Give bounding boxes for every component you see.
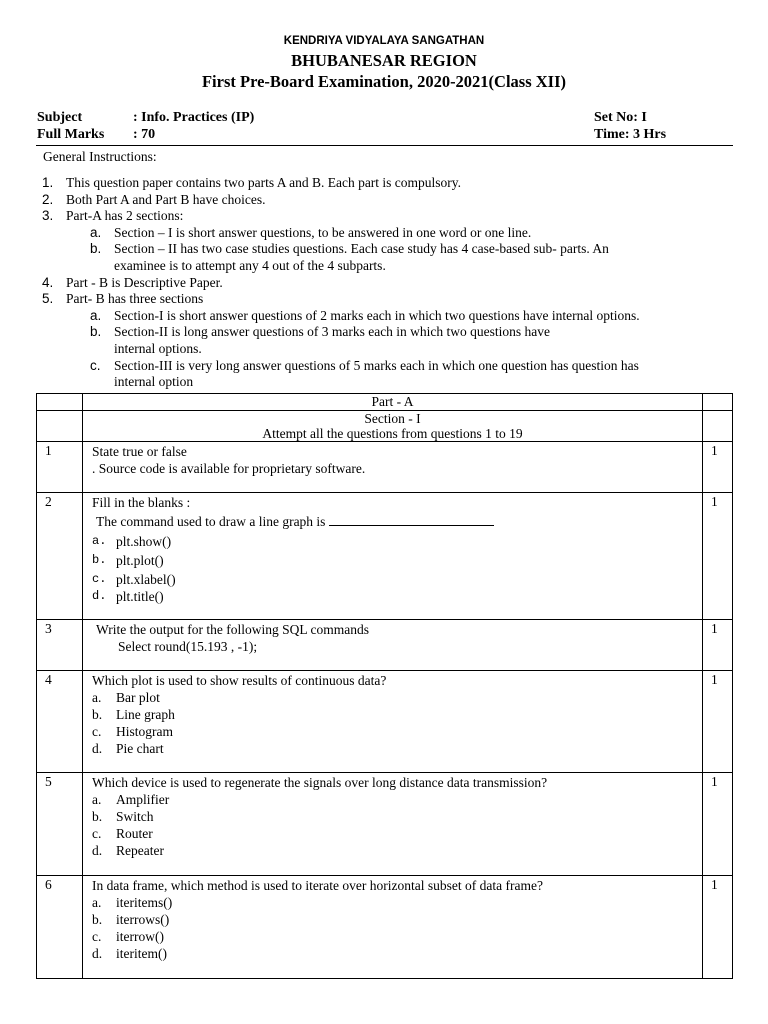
question-stem: Which plot is used to show results of continuous data? <box>92 673 387 688</box>
instruction-subitem-continuation: internal option <box>114 374 194 390</box>
option: c. iterrow() <box>92 929 164 944</box>
subject-value: : Info. Practices (IP) <box>133 110 255 125</box>
general-instructions-title: General Instructions: <box>43 149 157 164</box>
part-heading: Part - A <box>83 394 703 411</box>
full-marks-label: Full Marks <box>37 127 105 142</box>
instructions-list <box>42 175 742 391</box>
question-marks: 1 <box>703 493 733 620</box>
option: a. Amplifier <box>92 792 170 807</box>
instruction-subitem-continuation: examinee is to attempt any 4 out of the 4 subparts. <box>114 257 386 273</box>
question-marks: 1 <box>703 671 733 773</box>
sql-command: Select round(15.193 , -1); <box>118 639 258 654</box>
question-number: 5 <box>37 773 83 876</box>
option: c. Router <box>92 826 153 841</box>
question-body <box>83 442 703 493</box>
question-number: 3 <box>37 620 83 671</box>
set-number: Set No: I <box>594 110 647 125</box>
table-row <box>37 493 733 620</box>
instruction-subitem: b. Section-II is long answer questions of 3 marks each in which two questions have <box>90 324 551 340</box>
question-body <box>83 671 703 773</box>
instruction-subitem: a. Section-I is short answer questions of 2 marks each in which two questions have internal options. <box>90 307 640 323</box>
question-stem: Fill in the blanks : <box>92 495 191 510</box>
question-marks: 1 <box>703 620 733 671</box>
option: a. Bar plot <box>92 690 160 705</box>
instruction-subitem-continuation: internal options. <box>114 340 202 356</box>
question-stem: In data frame, which method is used to iterate over horizontal subset of data frame? <box>92 878 543 893</box>
instruction-item: 1. This question paper contains two parts A and B. Each part is compulsory. <box>42 175 462 190</box>
option: b. Line graph <box>92 707 175 722</box>
instruction-subitem: a. Section – I is short answer questions, to be answered in one word or one line. <box>90 224 532 240</box>
question-number: 1 <box>37 442 83 493</box>
question-body <box>83 773 703 876</box>
table-row <box>37 876 733 979</box>
question-body <box>83 493 703 620</box>
question-statement: . Source code is available for proprietary software. <box>92 461 366 476</box>
instruction-subitem: c. Section-III is very long answer questions of 5 marks each in which one question has question has <box>90 357 639 373</box>
instruction-item: 4. Part - B is Descriptive Paper. <box>42 274 223 290</box>
region-title: BHUBANESAR REGION <box>291 51 477 70</box>
question-table <box>36 393 733 979</box>
table-row <box>37 620 733 671</box>
table-header-row <box>37 394 733 411</box>
table-row <box>37 442 733 493</box>
question-marks: 1 <box>703 876 733 979</box>
instruction-item: 2. Both Part A and Part B have choices. <box>42 191 266 207</box>
option: a. iteritems() <box>92 895 173 910</box>
question-number: 2 <box>37 493 83 620</box>
subject-label: Subject <box>37 110 83 125</box>
answer-blank <box>329 513 494 526</box>
question-body <box>83 876 703 979</box>
instruction-item: 5. Part- B has three sections <box>42 291 204 307</box>
question-statement: The command used to draw a line graph is <box>96 513 702 530</box>
option: c. Histogram <box>92 724 173 739</box>
question-stem: Write the output for the following SQL commands <box>96 622 370 637</box>
question-stem: State true or false <box>92 444 187 459</box>
option: d. Pie chart <box>92 741 164 756</box>
table-header-row <box>37 411 733 442</box>
question-marks: 1 <box>703 442 733 493</box>
option: a. plt.show() <box>92 534 172 549</box>
question-body <box>83 620 703 671</box>
option: b. iterrows() <box>92 912 170 927</box>
instruction-subitem: b. Section – II has two case studies questions. Each case study has 4 case-based sub- parts. An <box>90 241 609 257</box>
exam-time: Time: 3 Hrs <box>594 127 667 142</box>
option: b. Switch <box>92 809 154 824</box>
table-row <box>37 671 733 773</box>
question-marks: 1 <box>703 773 733 876</box>
option: d. plt.title() <box>92 589 164 604</box>
question-number: 6 <box>37 876 83 979</box>
table-row <box>37 773 733 876</box>
option: d. Repeater <box>92 843 164 858</box>
full-marks-value: : 70 <box>133 127 156 142</box>
question-number: 4 <box>37 671 83 773</box>
section-heading: Section - I Attempt all the questions from questions 1 to 19 <box>83 411 703 442</box>
attempt-instruction: Attempt all the questions from questions 1 to 19 <box>262 426 523 441</box>
exam-title: First Pre-Board Examination, 2020-2021(Class XII) <box>201 72 567 91</box>
instruction-item: 3. Part-A has 2 sections: <box>42 208 184 224</box>
option: b. plt.plot() <box>92 553 164 568</box>
question-stem: Which device is used to regenerate the signals over long distance data transmission? <box>92 775 548 790</box>
option: c. plt.xlabel() <box>92 572 176 587</box>
header-divider <box>36 145 733 146</box>
organization-name: KENDRIYA VIDYALAYA SANGATHAN <box>283 35 485 47</box>
option: d. iteritem() <box>92 946 167 961</box>
